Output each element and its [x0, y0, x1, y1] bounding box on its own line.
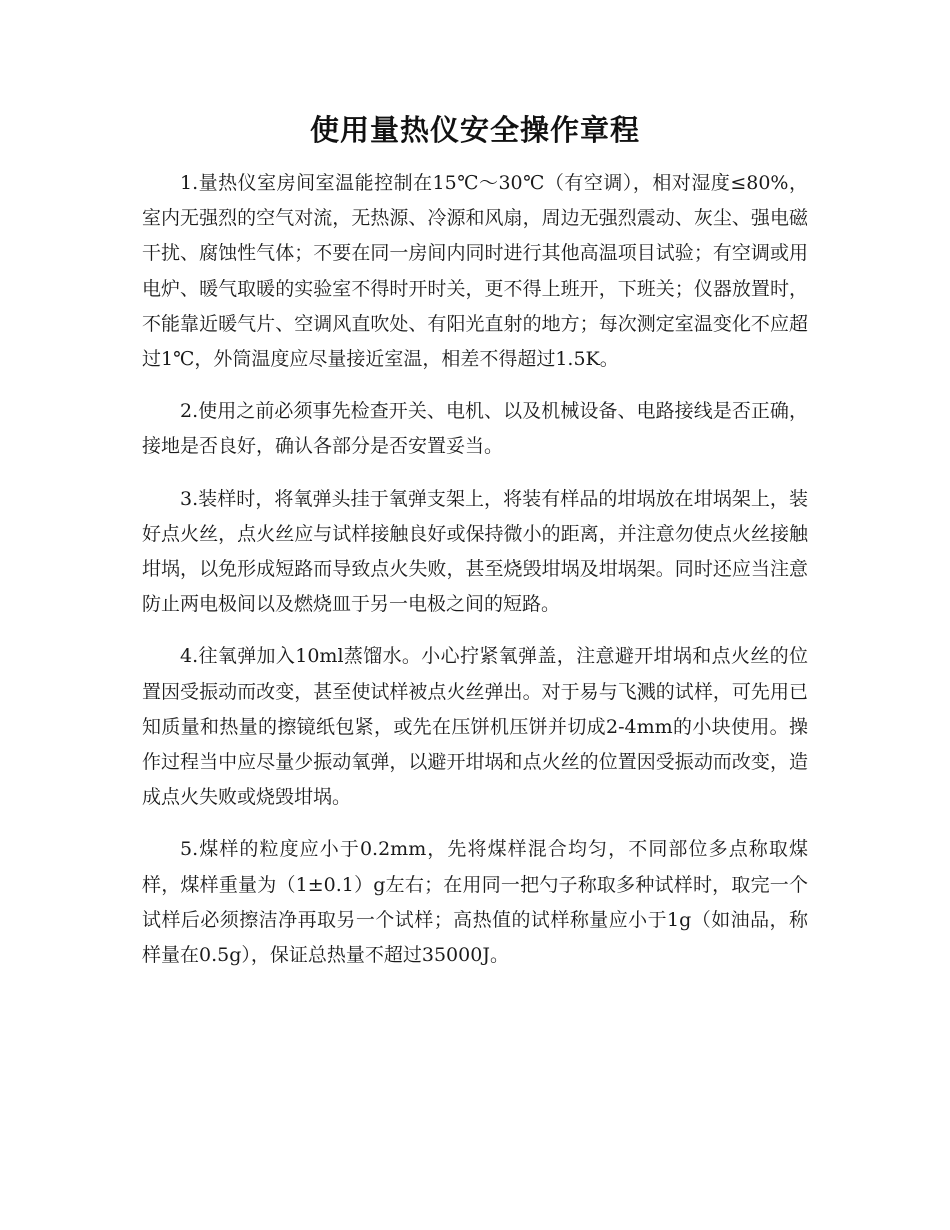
paragraph-2: 2.使用之前必须事先检查开关、电机、以及机械设备、电路接线是否正确，接地是否良好，确认各部分是否安置妥当。 [142, 400, 808, 458]
paragraph-1: 1.量热仪室房间室温能控制在15℃～30℃（有空调），相对湿度≤80%，室内无强烈的空气对流，无热源、冷源和风扇，周边无强烈震动、灰尘、强电磁干扰、腐蚀性气体；不要在同一房间内同时进行其他高温项目试验；有空调或用电炉、暖气取暖的实验室不得时开时关，更不得上班开，下班关；仪器放置时，不能靠近暖气片、空调风直吹处、有阳光直射的地方；每次测定室温变化不应超过1℃，外筒温度应尽量接近室温，相差不得超过1.5K。 [142, 172, 808, 371]
document-body [142, 166, 808, 990]
paragraph-5: 5.煤样的粒度应小于0.2mm，先将煤样混合均匀，不同部位多点称取煤样，煤样重量为（1±0.1）g左右；在用同一把勺子称取多种试样时，取完一个试样后必须擦洁净再取另一个试样；高热值的试样称量应小于1g（如油品，称样量在0.5g），保证总热量不超过35000J。 [142, 838, 808, 967]
paragraph-4: 4.往氧弹加入10ml蒸馏水。小心拧紧氧弹盖，注意避开坩埚和点火丝的位置因受振动而改变，甚至使试样被点火丝弹出。对于易与飞溅的试样，可先用已知质量和热量的擦镜纸包紧，或先在压饼机压饼并切成2-4mm的小块使用。操作过程当中应尽量少振动氧弹，以避开坩埚和点火丝的位置因受振动而改变，造成点火失败或烧毁坩埚。 [142, 645, 808, 809]
document-title: 使用量热仪安全操作章程 [309, 113, 640, 147]
paragraph-3: 3.装样时，将氧弹头挂于氧弹支架上，将装有样品的坩埚放在坩埚架上，装好点火丝，点火丝应与试样接触良好或保持微小的距离，并注意勿使点火丝接触坩埚，以免形成短路而导致点火失败，甚至烧毁坩埚及坩埚架。同时还应当注意防止两电极间以及燃烧皿于另一电极之间的短路。 [142, 487, 808, 616]
